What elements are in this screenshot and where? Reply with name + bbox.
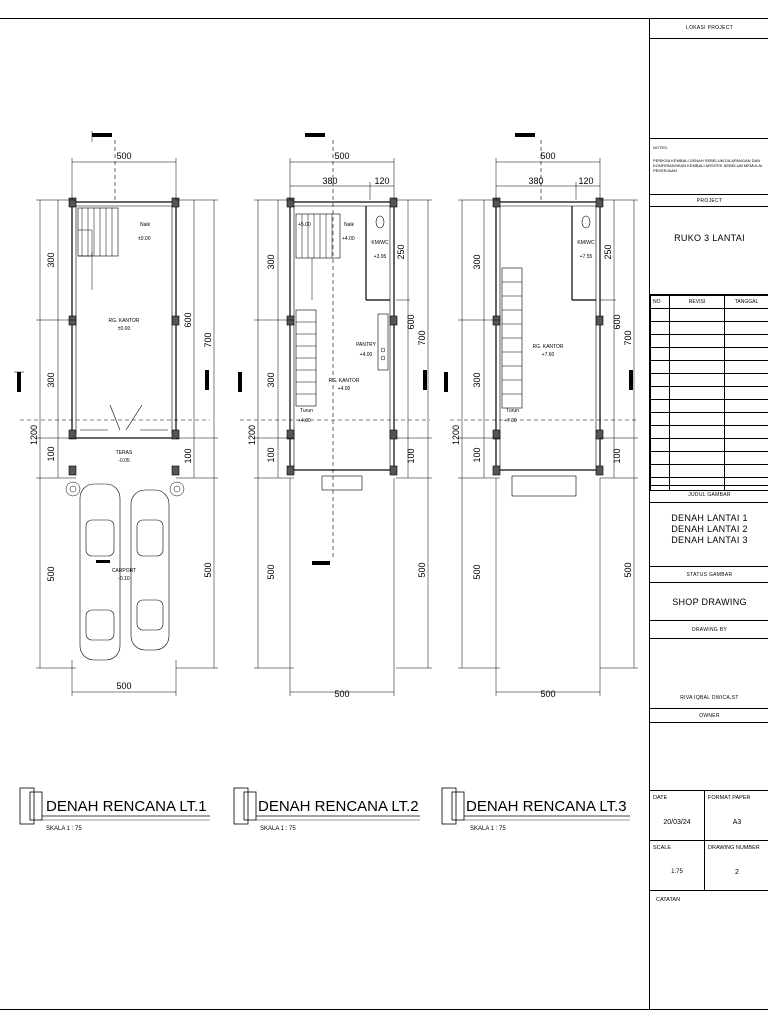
level-p3-kantor: +7.60 xyxy=(541,352,555,358)
rev-row xyxy=(651,452,768,465)
room-p2-turun: Turun xyxy=(300,408,313,414)
tb-project-header xyxy=(650,195,768,207)
dim-p2-left-upper: 300 xyxy=(266,254,276,270)
tb-format-label: FORMAT PAPER xyxy=(708,795,751,801)
tb-judul-body xyxy=(650,503,768,567)
tb-status-label: STATUS GAMBAR xyxy=(686,572,733,578)
dim-p3-bottom: 500 xyxy=(540,689,556,699)
tb-status-value: SHOP DRAWING xyxy=(672,597,747,607)
dim-p2-right-250: 250 xyxy=(396,244,406,260)
tb-notes-label: NOTES: xyxy=(653,145,668,150)
dim-p2-left-100a: 100 xyxy=(266,447,276,463)
tb-catatan-label: CATATAN xyxy=(656,897,681,903)
dim-p1-left-upper: 300 xyxy=(46,252,56,268)
tb-project-label: PROJECT xyxy=(696,198,723,204)
plan-title-lt2-text: DENAH RENCANA LT.2 xyxy=(258,798,419,815)
rev-row xyxy=(651,374,768,387)
dim-p2-right-100a: 100 xyxy=(406,448,416,464)
dim-p2-sub-a: 380 xyxy=(322,176,338,186)
tb-owner-body xyxy=(650,723,768,791)
level-p3-wc: +7.55 xyxy=(579,254,593,260)
dim-p1-left-lower: 300 xyxy=(46,372,56,388)
dim-p3-left-500: 500 xyxy=(472,564,482,580)
tb-notes xyxy=(650,139,768,195)
dim-p1-left-100a: 100 xyxy=(46,446,56,462)
tb-judul-line-2: DENAH LANTAI 2 xyxy=(671,524,748,534)
rev-header-revisi: REVISI xyxy=(670,296,725,309)
tb-date-format xyxy=(650,791,768,841)
dim-p1-right-100a: 100 xyxy=(183,448,193,464)
room-p1-carport: CARPORT xyxy=(111,568,137,574)
tb-scale-label: SCALE xyxy=(653,845,672,851)
dim-p3-sub-b: 120 xyxy=(578,176,594,186)
plan-lt2 xyxy=(238,133,432,696)
level-p1-naik: ±0.00 xyxy=(138,236,151,242)
plan-lt1 xyxy=(14,131,218,696)
dim-p1-right-600: 600 xyxy=(183,312,193,328)
rev-header-no: NO xyxy=(651,296,670,309)
dim-p3-left-100a: 100 xyxy=(472,447,482,463)
dim-p2-left-lower: 300 xyxy=(266,372,276,388)
rev-row xyxy=(651,400,768,413)
room-p1-naik: Naik xyxy=(140,222,151,228)
dim-p3-top: 500 xyxy=(540,151,556,161)
dim-p3-sub-a: 380 xyxy=(528,176,544,186)
plan-title-lt1-text: DENAH RENCANA LT.1 xyxy=(46,798,207,815)
level-p2-wc: +3.95 xyxy=(373,254,387,260)
tb-scale-number xyxy=(650,841,768,891)
tb-judul-line-3: DENAH LANTAI 3 xyxy=(671,535,748,545)
tb-judul-line-1: DENAH LANTAI 1 xyxy=(671,513,748,523)
room-p2-wc: KM/WC xyxy=(371,240,389,246)
rev-row xyxy=(651,361,768,374)
tb-project-value: RUKO 3 LANTAI xyxy=(674,233,745,243)
dim-p2-left-500: 500 xyxy=(266,564,276,580)
dim-p2-top: 500 xyxy=(334,151,350,161)
room-p1-kantor: RG. KANTOR xyxy=(108,318,140,324)
tb-drawing-by-body xyxy=(650,639,768,709)
room-p2-kantor: RG. KANTOR xyxy=(328,378,360,384)
dim-p1-left-500: 500 xyxy=(46,566,56,582)
dim-p3-right-100a: 100 xyxy=(612,448,622,464)
plan-scale-lt2: SKALA 1 : 75 xyxy=(260,826,296,832)
dim-p1-right-700: 700 xyxy=(203,332,213,348)
level-p1-kantor: ±0.00 xyxy=(117,326,131,332)
tb-status-body xyxy=(650,583,768,621)
tb-drawing-number-value: 2 xyxy=(735,869,739,876)
tb-drawing-by-value: RIVA IQBAL DWICA,ST xyxy=(680,695,739,701)
title-block xyxy=(649,18,768,1010)
level-p2-naik: +4.00 xyxy=(342,236,355,242)
tb-scale-value: 1:75 xyxy=(671,869,683,875)
dim-p3-left-total: 1200 xyxy=(451,424,461,446)
room-p1-teras: TERAS xyxy=(115,450,133,456)
dim-p1-top: 500 xyxy=(116,151,132,161)
dim-p1-bottom: 500 xyxy=(116,681,132,691)
dim-p3-right-600: 600 xyxy=(612,314,622,330)
tb-owner-label: OWNER xyxy=(699,713,720,719)
tb-notes-text: PERIKSA KEMBALI DENAH SEBELUM DILAPANGAN DAN KONFIRMASIKAN KEMBALI ARSITEK SEBELUM MEMULAI PEKERJAAN xyxy=(653,158,763,173)
plan-scale-lt1: SKALA 1 : 75 xyxy=(46,826,82,832)
tb-project-body xyxy=(650,207,768,295)
level-p2-landing: +5.00 xyxy=(298,222,311,228)
tb-judul-header xyxy=(650,485,768,503)
rev-row xyxy=(651,413,768,426)
tb-lokasi-label: LOKASI PROJECT xyxy=(686,25,733,31)
level-p1-teras: -0.05 xyxy=(118,458,130,464)
dim-p2-sub-b: 120 xyxy=(374,176,390,186)
dim-p1-right-500: 500 xyxy=(203,562,213,578)
dim-p1-left-total: 1200 xyxy=(29,424,39,446)
level-p2-pantry: +4.00 xyxy=(359,352,373,358)
rev-row xyxy=(651,335,768,348)
room-p3-wc: KM/WC xyxy=(577,240,595,246)
dim-p3-right-500: 500 xyxy=(623,562,633,578)
level-p3-turun: +7.60 xyxy=(504,418,517,424)
rev-row xyxy=(651,465,768,478)
dim-p2-left-total: 1200 xyxy=(247,424,257,446)
room-p3-turun: Turun xyxy=(506,408,519,414)
rev-row xyxy=(651,322,768,335)
dim-p2-right-500: 500 xyxy=(417,562,427,578)
tb-drawing-by-header xyxy=(650,621,768,639)
plan-title-lt3-text: DENAH RENCANA LT.3 xyxy=(466,798,627,815)
rev-row xyxy=(651,387,768,400)
revision-table xyxy=(650,295,768,491)
rev-row xyxy=(651,439,768,452)
level-p1-carport: -0.10 xyxy=(118,576,130,582)
tb-format-value: A3 xyxy=(732,819,742,826)
dim-p2-right-600: 600 xyxy=(406,314,416,330)
level-p2-kantor: +4.00 xyxy=(337,386,351,392)
plan-scale-lt3: SKALA 1 : 75 xyxy=(470,826,506,832)
tb-lokasi-header xyxy=(650,19,768,39)
dim-p2-bottom: 500 xyxy=(334,689,350,699)
room-p2-pantry: PANTRY xyxy=(356,342,376,348)
tb-date-value: 20/03/24 xyxy=(663,819,691,826)
dim-p3-right-250: 250 xyxy=(603,244,613,260)
plan-lt3 xyxy=(444,133,638,696)
tb-status-header xyxy=(650,567,768,583)
room-p2-naik: Naik xyxy=(344,222,355,228)
tb-drawing-by-label: DRAWING BY xyxy=(691,627,728,633)
dim-p3-left-upper: 300 xyxy=(472,254,482,270)
dim-p2-right-700: 700 xyxy=(417,330,427,346)
room-p3-kantor: RG. KANTOR xyxy=(532,344,564,350)
rev-row xyxy=(651,426,768,439)
dim-p3-right-700: 700 xyxy=(623,330,633,346)
tb-lokasi-body xyxy=(650,39,768,139)
tb-drawing-number-label: DRAWING NUMBER xyxy=(708,845,760,851)
dim-p3-left-lower: 300 xyxy=(472,372,482,388)
tb-date-label: DATE xyxy=(653,795,668,801)
rev-header-tanggal: TANGGAL xyxy=(725,296,768,309)
rev-row xyxy=(651,348,768,361)
level-p2-turun: +4.00 xyxy=(298,418,311,424)
tb-judul-label: JUDUL GAMBAR xyxy=(688,492,731,498)
tb-owner-header xyxy=(650,709,768,723)
rev-row xyxy=(651,309,768,322)
